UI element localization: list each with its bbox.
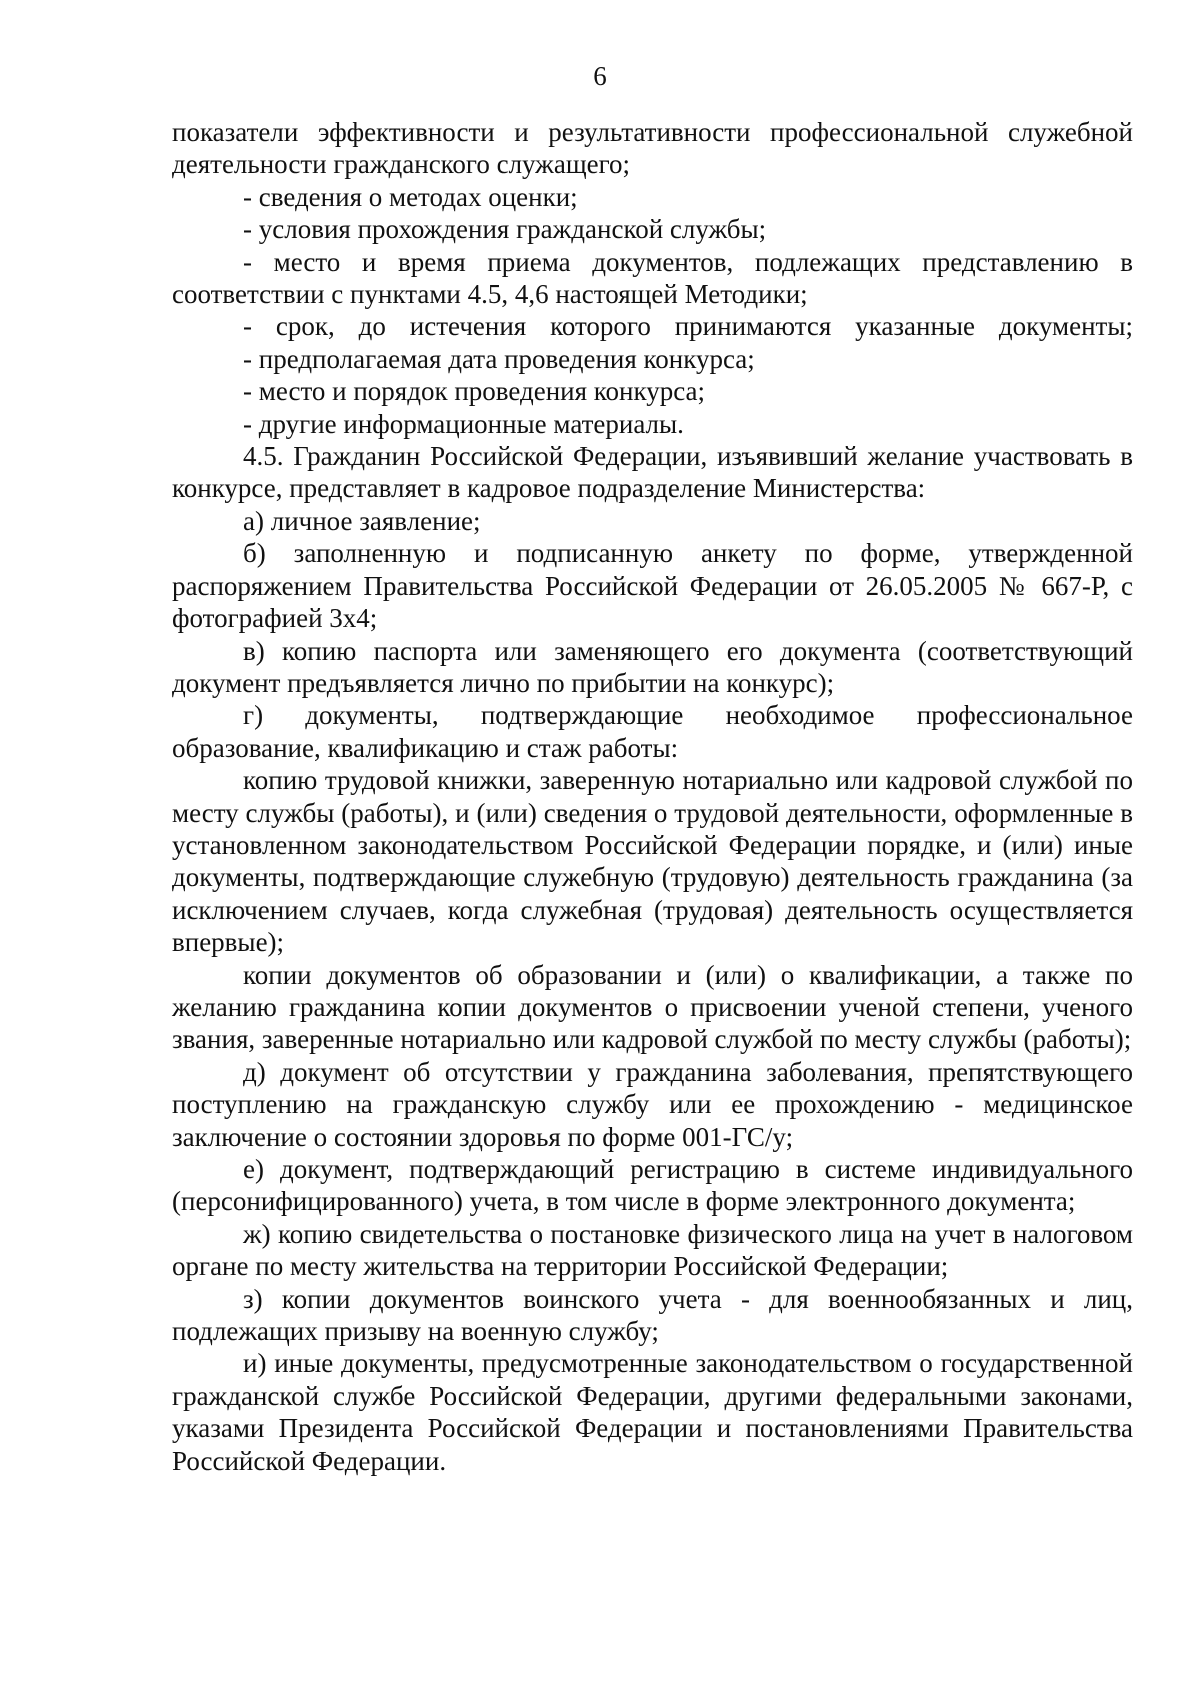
document-body [172, 116, 1133, 1477]
paragraph-document-reception: - место и время приема документов, подлежащих представлению в соответствии с пунктами 4.5, 4,6 настоящей Методики; [172, 246, 1133, 310]
paragraph-assessment-methods: - сведения о методах оценки; [243, 181, 578, 212]
paragraph-service-conditions: - условия прохождения гражданской службы; [243, 214, 767, 245]
list-item-z: з) копии документов воинского учета - для военнообязанных и лиц, подлежащих призыву на военную службу; [172, 1283, 1133, 1347]
paragraph-acceptance-deadline: - срок, до истечения которого принимаются указанные документы; [243, 311, 1133, 342]
paragraph-work-record-copy: копию трудовой книжки, заверенную нотариально или кадровой службой по месту службы (работы), и (или) сведения о трудовой деятельности, оформленные в установленном законодательством Российской Федерации порядке, и (или) иные документы, подтверждающие служебную (трудовую) деятельность гражданина (за исключением случаев, когда служебная (трудовая) деятельность осуществляется впервые); [172, 765, 1133, 958]
list-item-d: д) документ об отсутствии у гражданина заболевания, препятствующего поступлению на гражданскую службу или ее прохождению - медицинское заключение о состоянии здоровья по форме 001-ГС/у; [172, 1056, 1133, 1152]
page-number: 6 [593, 61, 607, 91]
paragraph-education-copies: копии документов об образовании и (или) о квалификации, а также по желанию гражданина копии документов о присвоении ученой степени, ученого звания, заверенные нотариально или кадровой службой по месту службы (работы); [172, 959, 1133, 1055]
list-item-v: в) копию паспорта или заменяющего его документа (соответствующий документ предъявляется лично по прибытии на конкурс); [172, 635, 1133, 698]
paragraph-contest-place: - место и порядок проведения конкурса; [243, 376, 706, 407]
paragraph-other-materials: - другие информационные материалы. [243, 408, 684, 439]
list-item-zh: ж) копию свидетельства о постановке физического лица на учет в налоговом органе по месту жительства на территории Российской Федерации; [172, 1218, 1133, 1282]
list-item-a: а) личное заявление; [243, 505, 481, 536]
paragraph-contest-date: - предполагаемая дата проведения конкурса; [243, 343, 755, 374]
list-item-e: е) документ, подтверждающий регистрацию в системе индивидуального (персонифицированного) учета, в том числе в форме электронного документа; [172, 1154, 1133, 1217]
list-item-g: г) документы, подтверждающие необходимое профессиональное образование, квалификацию и стаж работы: [172, 700, 1133, 763]
list-item-b: б) заполненную и подписанную анкету по форме, утвержденной распоряжением Правительства Российской Федерации от 26.05.2005 № 667-Р, с фотографией 3х4; [172, 538, 1133, 634]
list-item-i: и) иные документы, предусмотренные законодательством о государственной гражданской службе Российской Федерации, другими федеральными законами, указами Президента Российской Федерации и постановлениями Правительства Российской Федерации. [172, 1348, 1133, 1476]
paragraph-performance-indicators: показатели эффективности и результативности профессиональной служебной деятельности гражданского служащего; [172, 117, 1133, 180]
paragraph-section-4-5: 4.5. Гражданин Российской Федерации, изъявивший желание участвовать в конкурсе, представляет в кадровое подразделение Министерства: [172, 441, 1133, 504]
